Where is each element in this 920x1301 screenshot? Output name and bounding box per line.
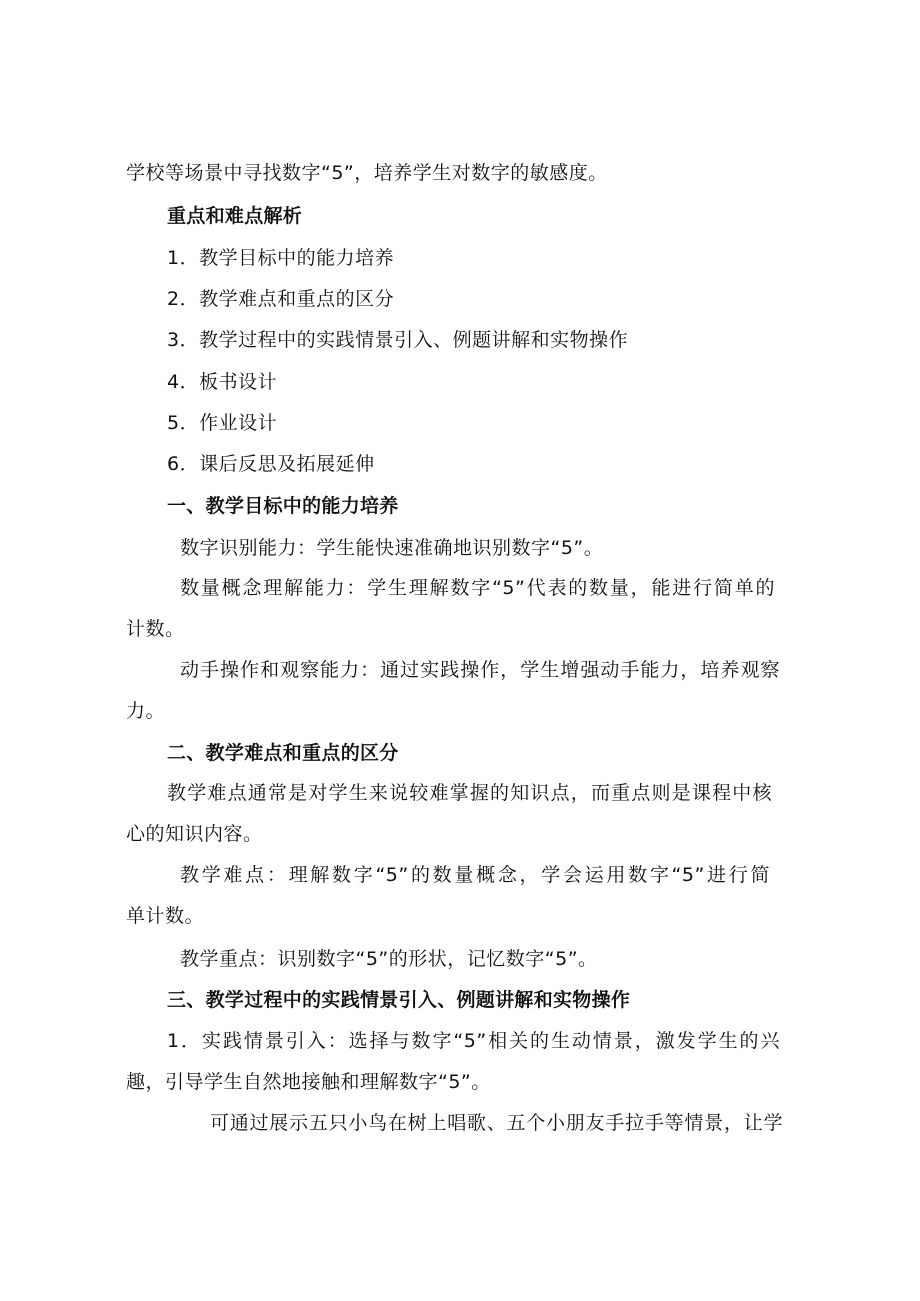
section-heading-3: 三、教学过程中的实践情景引入、例题讲解和实物操作 xyxy=(167,989,631,1011)
paragraph-line: 动手操作和观察能力：通过实践操作，学生增强动手能力，培养观察 xyxy=(180,659,780,681)
paragraph-line: 趣，引导学生自然地接触和理解数字“5”。 xyxy=(126,1071,491,1093)
paragraph-line: 可通过展示五只小鸟在树上唱歌、五个小朋友手拉手等情景，让学 xyxy=(210,1112,783,1134)
section-heading-2: 二、教学难点和重点的区分 xyxy=(167,742,399,764)
section-heading-1: 一、教学目标中的能力培养 xyxy=(167,495,399,517)
paragraph-line: 教学重点：识别数字“5”的形状，记忆数字“5”。 xyxy=(180,948,598,970)
paragraph-line: 数量概念理解能力：学生理解数字“5”代表的数量，能进行简单的 xyxy=(180,577,775,599)
paragraph-line: 数字识别能力：学生能快速准确地识别数字“5”。 xyxy=(180,537,604,559)
list-item: 5．作业设计 xyxy=(167,412,278,434)
paragraph-line: 学校等场景中寻找数字“5”，培养学生对数字的敏感度。 xyxy=(126,162,608,184)
list-item: 6．课后反思及拓展延伸 xyxy=(167,453,375,475)
paragraph-line: 计数。 xyxy=(126,618,185,640)
paragraph-line: 教学难点：理解数字“5”的数量概念，学会运用数字“5”进行简 xyxy=(180,864,770,886)
paragraph-line: 单计数。 xyxy=(126,905,205,927)
section-title-key-points: 重点和难点解析 xyxy=(167,205,303,227)
paragraph-line: 力。 xyxy=(126,700,166,722)
paragraph-line: 心的知识内容。 xyxy=(126,823,263,845)
paragraph-line: 教学难点通常是对学生来说较难掌握的知识点，而重点则是课程中核 xyxy=(167,782,772,804)
list-item: 1．教学目标中的能力培养 xyxy=(167,247,395,269)
paragraph-line: 1．实践情景引入：选择与数字“5”相关的生动情景，激发学生的兴 xyxy=(167,1030,780,1052)
list-item: 3．教学过程中的实践情景引入、例题讲解和实物操作 xyxy=(167,329,629,351)
list-item: 2．教学难点和重点的区分 xyxy=(167,288,395,310)
list-item: 4．板书设计 xyxy=(167,371,278,393)
